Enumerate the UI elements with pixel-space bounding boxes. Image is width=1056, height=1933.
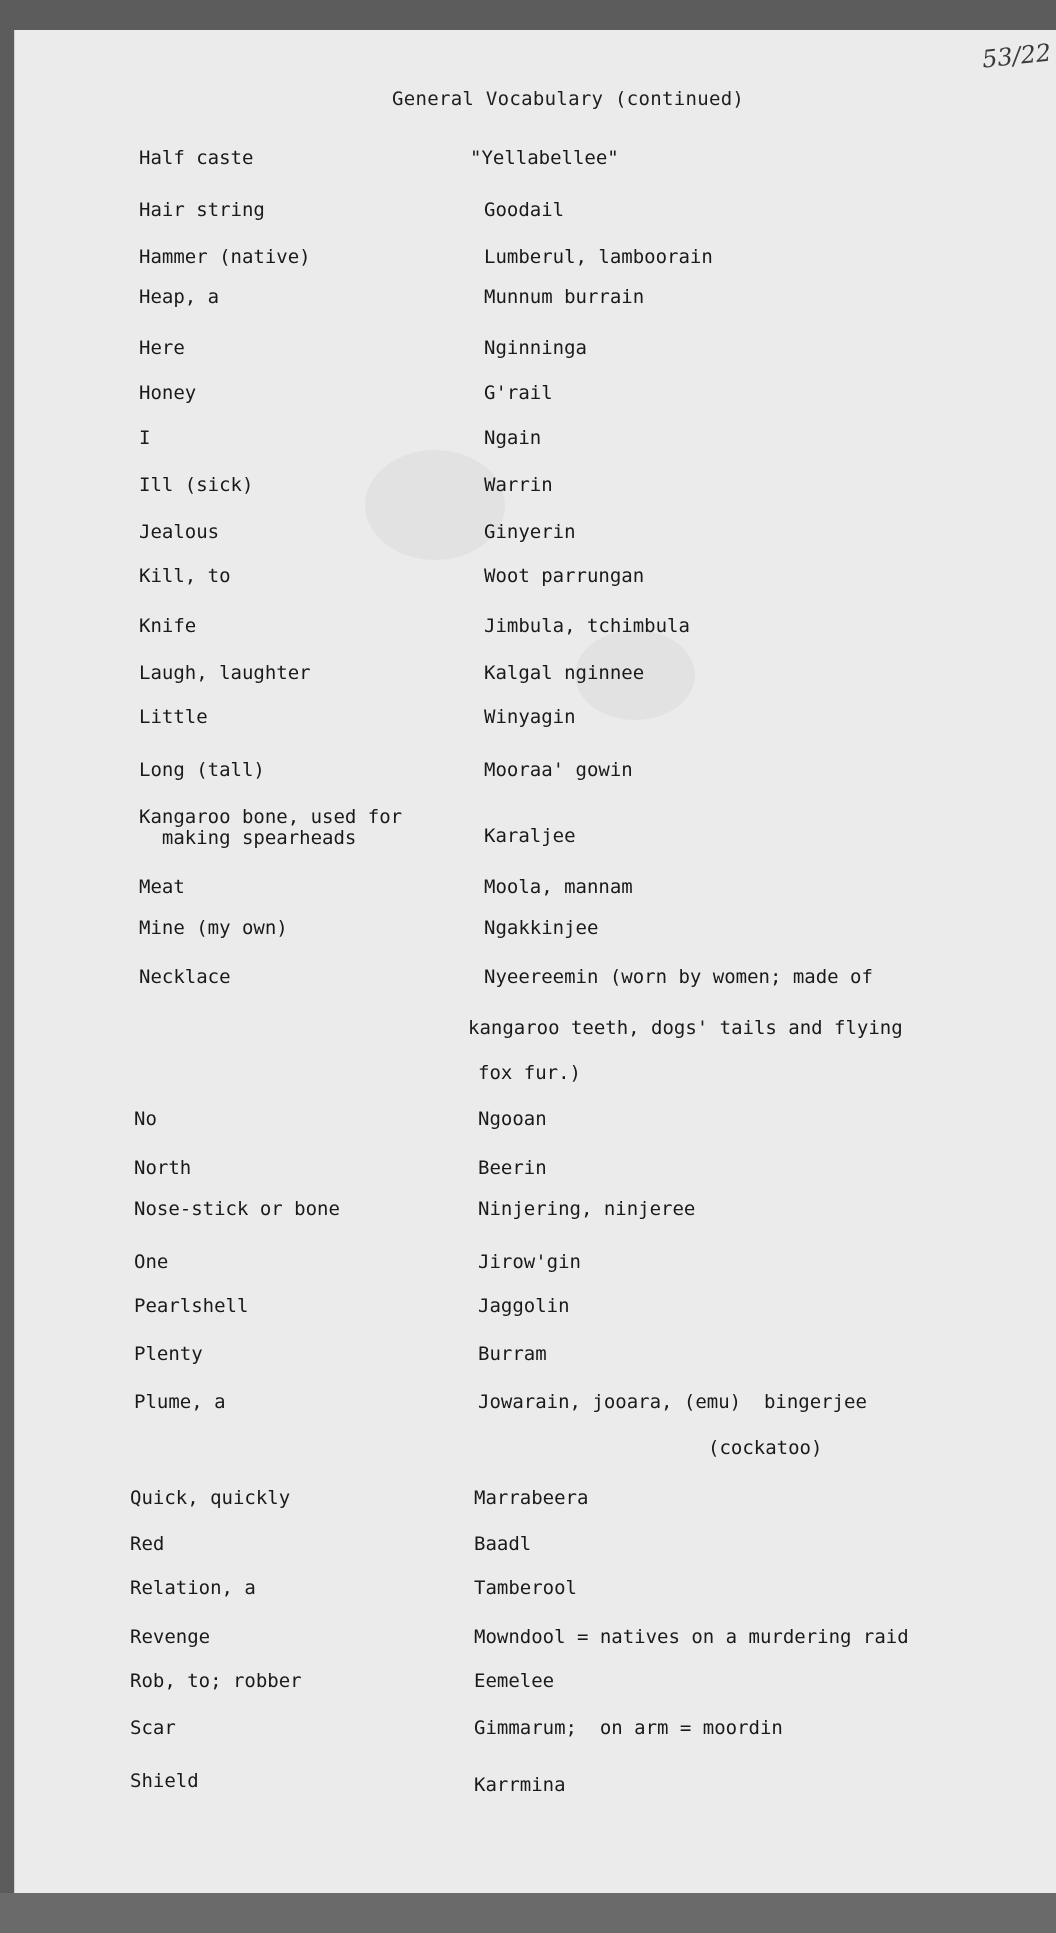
term-hair-string: Hair string [139,199,265,221]
term-meat: Meat [139,876,185,898]
term-i: I [139,427,151,449]
definition-i: Ngain [484,427,542,449]
definition-necklace-cont: fox fur.) [478,1062,581,1084]
term-kangaroo-bone: Kangaroo bone, used for making spearheads [139,806,403,849]
term-rob: Rob, to; robber [130,1670,302,1692]
definition-knife: Jimbula, tchimbula [484,615,690,637]
definition-mine: Ngakkinjee [484,917,599,939]
term-mine: Mine (my own) [139,917,288,939]
term-plume: Plume, a [134,1391,226,1413]
term-little: Little [139,706,208,728]
term-relation: Relation, a [130,1577,256,1599]
scan-border [0,1893,1056,1933]
term-plenty: Plenty [134,1343,203,1365]
document-page [14,30,1056,1893]
definition-necklace: Nyeereemin (worn by women; made of [484,966,873,988]
term-kill: Kill, to [139,565,231,587]
definition-here: Nginninga [484,337,587,359]
definition-honey: G'rail [484,382,553,404]
definition-long: Mooraa' gowin [484,759,633,781]
definition-red: Baadl [474,1533,532,1555]
term-necklace: Necklace [139,966,231,988]
term-nose-stick: Nose-stick or bone [134,1198,340,1220]
term-long: Long (tall) [139,759,265,781]
term-half-caste: Half caste [139,147,254,169]
definition-north: Beerin [478,1157,547,1179]
term-shield: Shield [130,1770,199,1792]
term-heap: Heap, a [139,286,220,308]
term-laugh: Laugh, laughter [139,662,311,684]
definition-little: Winyagin [484,706,576,728]
definition-no: Ngooan [478,1108,547,1130]
definition-one: Jirow'gin [478,1251,581,1273]
definition-kangaroo-bone: Karaljee [484,825,576,847]
term-jealous: Jealous [139,521,220,543]
definition-kill: Woot parrungan [484,565,645,587]
definition-jealous: Ginyerin [484,521,576,543]
term-pearlshell: Pearlshell [134,1295,249,1317]
definition-laugh: Kalgal nginnee [484,662,645,684]
definition-half-caste: "Yellabellee" [470,147,619,169]
definition-plume-cont: (cockatoo) [708,1437,823,1459]
definition-hair-string: Goodail [484,199,565,221]
term-one: One [134,1251,169,1273]
definition-quick: Marrabeera [474,1487,589,1509]
definition-necklace-cont: kangaroo teeth, dogs' tails and flying [468,1017,903,1039]
term-quick: Quick, quickly [130,1487,291,1509]
definition-meat: Moola, mannam [484,876,633,898]
term-ill: Ill (sick) [139,474,254,496]
definition-plenty: Burram [478,1343,547,1365]
page-title: General Vocabulary (continued) [392,88,745,110]
term-honey: Honey [139,382,197,404]
definition-pearlshell: Jaggolin [478,1295,570,1317]
definition-plume: Jowarain, jooara, (emu) bingerjee [478,1391,867,1413]
term-scar: Scar [130,1717,176,1739]
term-red: Red [130,1533,165,1555]
paper-stain [365,450,505,560]
term-hammer: Hammer (native) [139,246,311,268]
definition-heap: Munnum burrain [484,286,645,308]
term-knife: Knife [139,615,197,637]
definition-ill: Warrin [484,474,553,496]
definition-hammer: Lumberul, lamboorain [484,246,713,268]
definition-nose-stick: Ninjering, ninjeree [478,1198,696,1220]
term-revenge: Revenge [130,1626,211,1648]
definition-relation: Tamberool [474,1577,577,1599]
term-here: Here [139,337,185,359]
definition-rob: Eemelee [474,1670,555,1692]
folio-number: 53/22 [980,38,1053,74]
term-north: North [134,1157,192,1179]
definition-revenge: Mowndool = natives on a murdering raid [474,1626,909,1648]
definition-shield: Karrmina [474,1774,566,1796]
definition-scar: Gimmarum; on arm = moordin [474,1717,783,1739]
term-no: No [134,1108,157,1130]
